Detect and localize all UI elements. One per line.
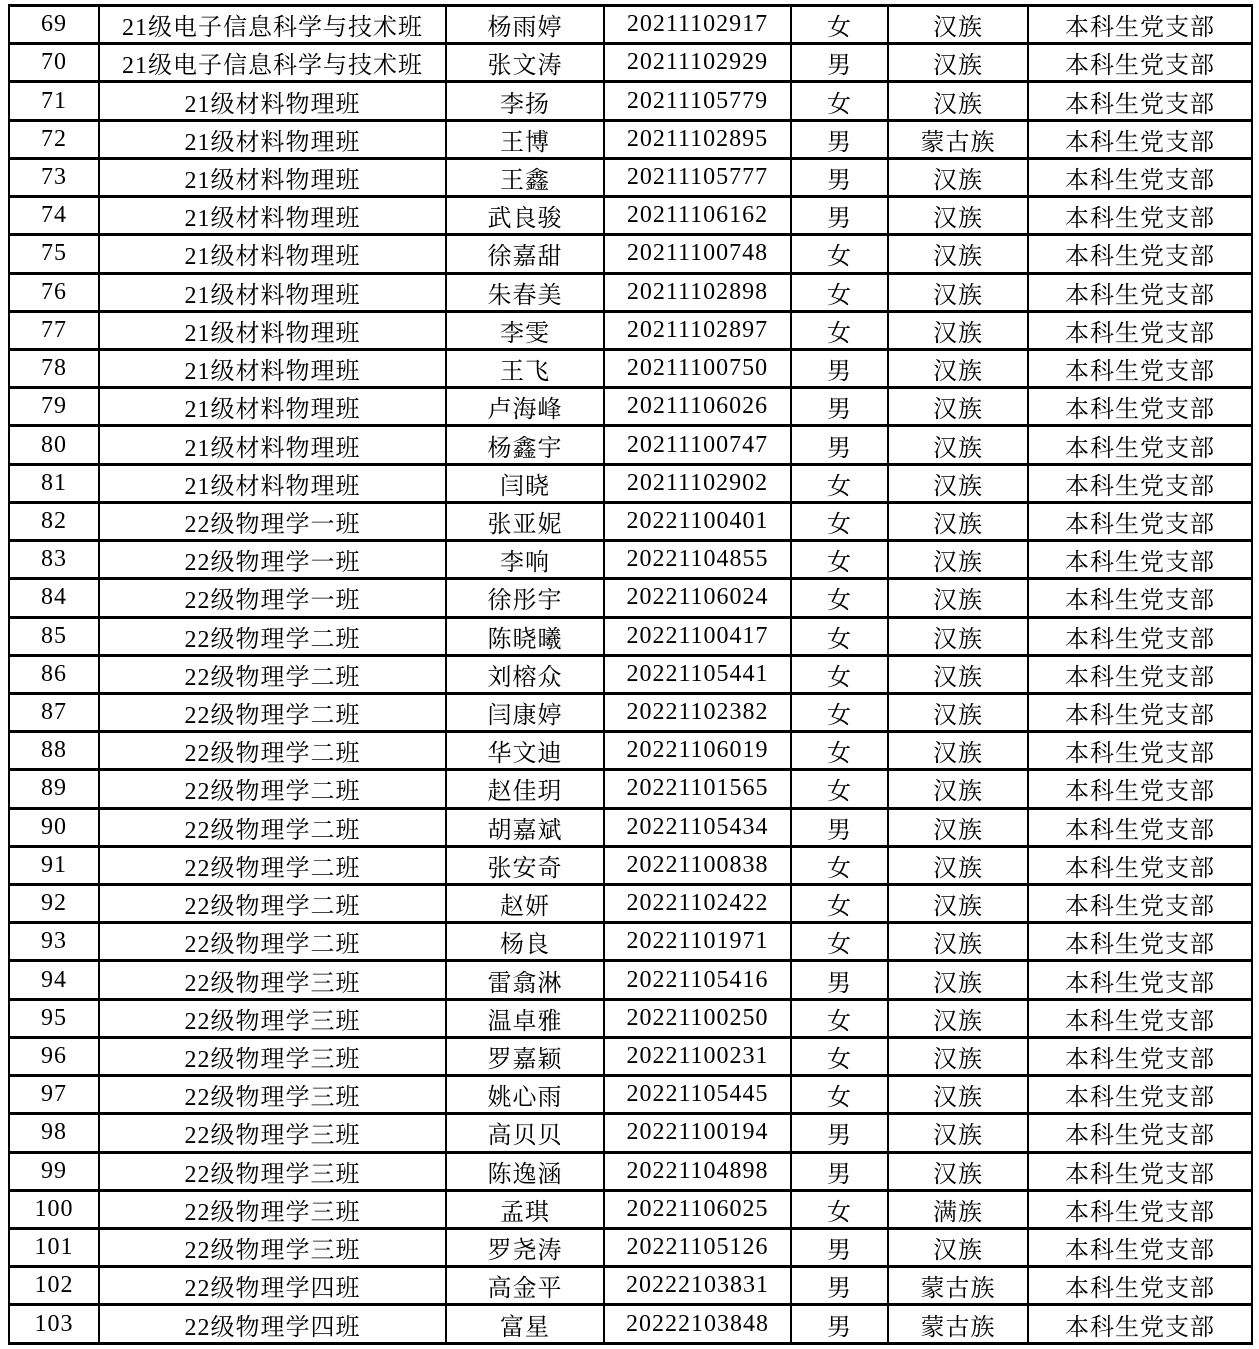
student-name-cell: 罗嘉颖 <box>446 1037 604 1075</box>
party-branch-cell: 本科生党支部 <box>1028 426 1252 464</box>
ethnicity-cell: 汉族 <box>888 808 1028 846</box>
class-cell: 21级材料物理班 <box>99 235 446 273</box>
student-id-cell: 20221100417 <box>604 617 791 655</box>
row-number-cell: 100 <box>9 1190 99 1228</box>
row-number-cell: 99 <box>9 1152 99 1190</box>
table-row <box>9 617 1252 655</box>
class-cell: 22级物理学四班 <box>99 1267 446 1305</box>
ethnicity-cell: 汉族 <box>888 1152 1028 1190</box>
gender-cell: 男 <box>791 808 888 846</box>
row-number-cell: 74 <box>9 197 99 235</box>
ethnicity-cell: 蒙古族 <box>888 1305 1028 1344</box>
ethnicity-cell: 汉族 <box>888 426 1028 464</box>
ethnicity-cell: 汉族 <box>888 6 1028 44</box>
student-name-cell: 王飞 <box>446 349 604 387</box>
class-cell: 21级材料物理班 <box>99 426 446 464</box>
gender-cell: 男 <box>791 1152 888 1190</box>
row-number-cell: 101 <box>9 1229 99 1267</box>
table-row <box>9 1037 1252 1075</box>
class-cell: 22级物理学二班 <box>99 732 446 770</box>
gender-cell: 男 <box>791 120 888 158</box>
gender-cell: 女 <box>791 885 888 923</box>
student-id-cell: 20221102382 <box>604 693 791 731</box>
party-branch-cell: 本科生党支部 <box>1028 273 1252 311</box>
student-name-cell: 高贝贝 <box>446 1114 604 1152</box>
ethnicity-cell: 汉族 <box>888 655 1028 693</box>
table-row <box>9 655 1252 693</box>
student-name-cell: 徐嘉甜 <box>446 235 604 273</box>
party-branch-cell: 本科生党支部 <box>1028 1190 1252 1228</box>
class-cell: 22级物理学二班 <box>99 808 446 846</box>
student-id-cell: 20221105441 <box>604 655 791 693</box>
gender-cell: 女 <box>791 1076 888 1114</box>
row-number-cell: 88 <box>9 732 99 770</box>
row-number-cell: 83 <box>9 541 99 579</box>
row-number-cell: 70 <box>9 44 99 82</box>
student-name-cell: 王鑫 <box>446 158 604 196</box>
student-id-cell: 20211100747 <box>604 426 791 464</box>
student-id-cell: 20221101565 <box>604 770 791 808</box>
gender-cell: 男 <box>791 1229 888 1267</box>
ethnicity-cell: 汉族 <box>888 464 1028 502</box>
party-branch-cell: 本科生党支部 <box>1028 1267 1252 1305</box>
student-id-cell: 20221106019 <box>604 732 791 770</box>
party-branch-cell: 本科生党支部 <box>1028 44 1252 82</box>
party-branch-cell: 本科生党支部 <box>1028 235 1252 273</box>
gender-cell: 女 <box>791 541 888 579</box>
student-id-cell: 20221106024 <box>604 579 791 617</box>
row-number-cell: 87 <box>9 693 99 731</box>
table-row <box>9 6 1252 44</box>
gender-cell: 男 <box>791 426 888 464</box>
class-cell: 22级物理学二班 <box>99 770 446 808</box>
table-row <box>9 120 1252 158</box>
gender-cell: 女 <box>791 311 888 349</box>
student-name-cell: 李扬 <box>446 82 604 120</box>
party-branch-cell: 本科生党支部 <box>1028 311 1252 349</box>
table-row <box>9 44 1252 82</box>
class-cell: 22级物理学三班 <box>99 1229 446 1267</box>
class-cell: 22级物理学三班 <box>99 961 446 999</box>
ethnicity-cell: 蒙古族 <box>888 1267 1028 1305</box>
gender-cell: 女 <box>791 579 888 617</box>
gender-cell: 男 <box>791 1267 888 1305</box>
class-cell: 21级材料物理班 <box>99 197 446 235</box>
row-number-cell: 85 <box>9 617 99 655</box>
party-branch-cell: 本科生党支部 <box>1028 693 1252 731</box>
class-cell: 21级电子信息科学与技术班 <box>99 44 446 82</box>
ethnicity-cell: 汉族 <box>888 923 1028 961</box>
student-name-cell: 杨良 <box>446 923 604 961</box>
class-cell: 21级材料物理班 <box>99 82 446 120</box>
ethnicity-cell: 汉族 <box>888 502 1028 540</box>
table-row <box>9 1229 1252 1267</box>
row-number-cell: 69 <box>9 6 99 44</box>
table-row <box>9 349 1252 387</box>
student-id-cell: 20221100231 <box>604 1037 791 1075</box>
class-cell: 22级物理学二班 <box>99 617 446 655</box>
ethnicity-cell: 汉族 <box>888 44 1028 82</box>
table-row <box>9 464 1252 502</box>
party-branch-cell: 本科生党支部 <box>1028 999 1252 1037</box>
party-branch-cell: 本科生党支部 <box>1028 1152 1252 1190</box>
class-cell: 21级材料物理班 <box>99 120 446 158</box>
student-name-cell: 富星 <box>446 1305 604 1344</box>
student-id-cell: 20221104898 <box>604 1152 791 1190</box>
class-cell: 22级物理学二班 <box>99 693 446 731</box>
table-row <box>9 82 1252 120</box>
student-name-cell: 雷翕淋 <box>446 961 604 999</box>
gender-cell: 女 <box>791 999 888 1037</box>
row-number-cell: 95 <box>9 999 99 1037</box>
student-roster-body <box>9 6 1252 1344</box>
party-branch-cell: 本科生党支部 <box>1028 158 1252 196</box>
ethnicity-cell: 汉族 <box>888 349 1028 387</box>
student-id-cell: 20211102917 <box>604 6 791 44</box>
student-id-cell: 20222103831 <box>604 1267 791 1305</box>
party-branch-cell: 本科生党支部 <box>1028 349 1252 387</box>
class-cell: 22级物理学一班 <box>99 579 446 617</box>
student-name-cell: 闫晓 <box>446 464 604 502</box>
row-number-cell: 86 <box>9 655 99 693</box>
class-cell: 21级材料物理班 <box>99 349 446 387</box>
student-name-cell: 杨雨婷 <box>446 6 604 44</box>
ethnicity-cell: 汉族 <box>888 273 1028 311</box>
row-number-cell: 103 <box>9 1305 99 1344</box>
gender-cell: 女 <box>791 693 888 731</box>
table-row <box>9 1267 1252 1305</box>
party-branch-cell: 本科生党支部 <box>1028 1229 1252 1267</box>
table-row <box>9 923 1252 961</box>
class-cell: 21级电子信息科学与技术班 <box>99 6 446 44</box>
party-branch-cell: 本科生党支部 <box>1028 923 1252 961</box>
student-id-cell: 20211102897 <box>604 311 791 349</box>
table-row <box>9 1305 1252 1344</box>
student-name-cell: 姚心雨 <box>446 1076 604 1114</box>
party-branch-cell: 本科生党支部 <box>1028 655 1252 693</box>
ethnicity-cell: 汉族 <box>888 617 1028 655</box>
party-branch-cell: 本科生党支部 <box>1028 464 1252 502</box>
table-row <box>9 1114 1252 1152</box>
class-cell: 21级材料物理班 <box>99 311 446 349</box>
table-row <box>9 999 1252 1037</box>
ethnicity-cell: 汉族 <box>888 1076 1028 1114</box>
gender-cell: 女 <box>791 464 888 502</box>
student-id-cell: 20221100250 <box>604 999 791 1037</box>
ethnicity-cell: 汉族 <box>888 82 1028 120</box>
party-branch-cell: 本科生党支部 <box>1028 885 1252 923</box>
party-branch-cell: 本科生党支部 <box>1028 617 1252 655</box>
gender-cell: 男 <box>791 349 888 387</box>
gender-cell: 女 <box>791 770 888 808</box>
table-row <box>9 1076 1252 1114</box>
student-id-cell: 20221100194 <box>604 1114 791 1152</box>
row-number-cell: 92 <box>9 885 99 923</box>
student-name-cell: 朱春美 <box>446 273 604 311</box>
ethnicity-cell: 汉族 <box>888 541 1028 579</box>
row-number-cell: 75 <box>9 235 99 273</box>
party-branch-cell: 本科生党支部 <box>1028 732 1252 770</box>
table-row <box>9 235 1252 273</box>
ethnicity-cell: 汉族 <box>888 770 1028 808</box>
row-number-cell: 81 <box>9 464 99 502</box>
student-name-cell: 罗尧涛 <box>446 1229 604 1267</box>
student-name-cell: 陈逸涵 <box>446 1152 604 1190</box>
student-id-cell: 20211105777 <box>604 158 791 196</box>
table-row <box>9 846 1252 884</box>
class-cell: 21级材料物理班 <box>99 158 446 196</box>
student-id-cell: 20221101971 <box>604 923 791 961</box>
table-row <box>9 197 1252 235</box>
class-cell: 21级材料物理班 <box>99 464 446 502</box>
student-name-cell: 陈晓曦 <box>446 617 604 655</box>
ethnicity-cell: 汉族 <box>888 732 1028 770</box>
party-branch-cell: 本科生党支部 <box>1028 120 1252 158</box>
party-branch-cell: 本科生党支部 <box>1028 846 1252 884</box>
class-cell: 22级物理学二班 <box>99 885 446 923</box>
ethnicity-cell: 汉族 <box>888 1037 1028 1075</box>
gender-cell: 女 <box>791 846 888 884</box>
row-number-cell: 89 <box>9 770 99 808</box>
student-id-cell: 20211105779 <box>604 82 791 120</box>
ethnicity-cell: 汉族 <box>888 311 1028 349</box>
gender-cell: 女 <box>791 732 888 770</box>
student-id-cell: 20221106025 <box>604 1190 791 1228</box>
student-id-cell: 20211102902 <box>604 464 791 502</box>
table-row <box>9 579 1252 617</box>
row-number-cell: 94 <box>9 961 99 999</box>
gender-cell: 女 <box>791 82 888 120</box>
student-id-cell: 20211100750 <box>604 349 791 387</box>
class-cell: 22级物理学二班 <box>99 655 446 693</box>
student-id-cell: 20211102895 <box>604 120 791 158</box>
student-name-cell: 卢海峰 <box>446 388 604 426</box>
gender-cell: 男 <box>791 197 888 235</box>
party-branch-cell: 本科生党支部 <box>1028 961 1252 999</box>
student-name-cell: 胡嘉斌 <box>446 808 604 846</box>
ethnicity-cell: 汉族 <box>888 235 1028 273</box>
gender-cell: 女 <box>791 1037 888 1075</box>
gender-cell: 男 <box>791 1305 888 1344</box>
student-id-cell: 20211106026 <box>604 388 791 426</box>
row-number-cell: 72 <box>9 120 99 158</box>
class-cell: 22级物理学三班 <box>99 1076 446 1114</box>
row-number-cell: 82 <box>9 502 99 540</box>
table-row <box>9 961 1252 999</box>
student-name-cell: 赵妍 <box>446 885 604 923</box>
student-id-cell: 20211102929 <box>604 44 791 82</box>
party-branch-cell: 本科生党支部 <box>1028 541 1252 579</box>
student-name-cell: 华文迪 <box>446 732 604 770</box>
gender-cell: 女 <box>791 923 888 961</box>
table-row <box>9 541 1252 579</box>
ethnicity-cell: 蒙古族 <box>888 120 1028 158</box>
row-number-cell: 102 <box>9 1267 99 1305</box>
student-id-cell: 20221105445 <box>604 1076 791 1114</box>
table-row <box>9 311 1252 349</box>
class-cell: 22级物理学三班 <box>99 1190 446 1228</box>
student-id-cell: 20211102898 <box>604 273 791 311</box>
row-number-cell: 71 <box>9 82 99 120</box>
party-branch-cell: 本科生党支部 <box>1028 1076 1252 1114</box>
party-branch-cell: 本科生党支部 <box>1028 770 1252 808</box>
row-number-cell: 77 <box>9 311 99 349</box>
gender-cell: 女 <box>791 273 888 311</box>
class-cell: 22级物理学三班 <box>99 1114 446 1152</box>
student-id-cell: 20221102422 <box>604 885 791 923</box>
class-cell: 21级材料物理班 <box>99 273 446 311</box>
class-cell: 21级材料物理班 <box>99 388 446 426</box>
student-name-cell: 张亚妮 <box>446 502 604 540</box>
student-id-cell: 20221100401 <box>604 502 791 540</box>
table-row <box>9 885 1252 923</box>
table-row <box>9 770 1252 808</box>
row-number-cell: 80 <box>9 426 99 464</box>
student-id-cell: 20221104855 <box>604 541 791 579</box>
ethnicity-cell: 汉族 <box>888 1114 1028 1152</box>
ethnicity-cell: 汉族 <box>888 846 1028 884</box>
class-cell: 22级物理学二班 <box>99 923 446 961</box>
row-number-cell: 78 <box>9 349 99 387</box>
party-branch-cell: 本科生党支部 <box>1028 1037 1252 1075</box>
row-number-cell: 98 <box>9 1114 99 1152</box>
ethnicity-cell: 汉族 <box>888 961 1028 999</box>
gender-cell: 女 <box>791 617 888 655</box>
class-cell: 22级物理学三班 <box>99 999 446 1037</box>
student-name-cell: 李响 <box>446 541 604 579</box>
student-id-cell: 20221105434 <box>604 808 791 846</box>
ethnicity-cell: 汉族 <box>888 999 1028 1037</box>
table-row <box>9 808 1252 846</box>
row-number-cell: 76 <box>9 273 99 311</box>
gender-cell: 男 <box>791 158 888 196</box>
student-name-cell: 杨鑫宇 <box>446 426 604 464</box>
party-branch-cell: 本科生党支部 <box>1028 197 1252 235</box>
table-row <box>9 158 1252 196</box>
row-number-cell: 84 <box>9 579 99 617</box>
student-name-cell: 高金平 <box>446 1267 604 1305</box>
ethnicity-cell: 汉族 <box>888 197 1028 235</box>
party-branch-cell: 本科生党支部 <box>1028 388 1252 426</box>
student-id-cell: 20221105416 <box>604 961 791 999</box>
student-name-cell: 武良骏 <box>446 197 604 235</box>
gender-cell: 女 <box>791 1190 888 1228</box>
class-cell: 22级物理学三班 <box>99 1152 446 1190</box>
ethnicity-cell: 汉族 <box>888 1229 1028 1267</box>
class-cell: 22级物理学四班 <box>99 1305 446 1344</box>
ethnicity-cell: 汉族 <box>888 158 1028 196</box>
student-roster-table <box>8 4 1253 1345</box>
gender-cell: 女 <box>791 655 888 693</box>
row-number-cell: 96 <box>9 1037 99 1075</box>
table-row <box>9 502 1252 540</box>
student-id-cell: 20221100838 <box>604 846 791 884</box>
gender-cell: 男 <box>791 388 888 426</box>
row-number-cell: 93 <box>9 923 99 961</box>
gender-cell: 男 <box>791 961 888 999</box>
row-number-cell: 97 <box>9 1076 99 1114</box>
student-name-cell: 张安奇 <box>446 846 604 884</box>
row-number-cell: 91 <box>9 846 99 884</box>
class-cell: 22级物理学三班 <box>99 1037 446 1075</box>
student-id-cell: 20211106162 <box>604 197 791 235</box>
student-id-cell: 20211100748 <box>604 235 791 273</box>
ethnicity-cell: 汉族 <box>888 885 1028 923</box>
table-row <box>9 388 1252 426</box>
party-branch-cell: 本科生党支部 <box>1028 1114 1252 1152</box>
student-name-cell: 闫康婷 <box>446 693 604 731</box>
gender-cell: 女 <box>791 235 888 273</box>
row-number-cell: 79 <box>9 388 99 426</box>
class-cell: 22级物理学一班 <box>99 502 446 540</box>
student-name-cell: 刘榕众 <box>446 655 604 693</box>
ethnicity-cell: 汉族 <box>888 693 1028 731</box>
party-branch-cell: 本科生党支部 <box>1028 82 1252 120</box>
gender-cell: 女 <box>791 6 888 44</box>
gender-cell: 男 <box>791 44 888 82</box>
student-id-cell: 20222103848 <box>604 1305 791 1344</box>
row-number-cell: 90 <box>9 808 99 846</box>
table-row <box>9 273 1252 311</box>
party-branch-cell: 本科生党支部 <box>1028 1305 1252 1344</box>
student-name-cell: 王博 <box>446 120 604 158</box>
student-name-cell: 张文涛 <box>446 44 604 82</box>
table-row <box>9 732 1252 770</box>
student-id-cell: 20221105126 <box>604 1229 791 1267</box>
table-row <box>9 426 1252 464</box>
ethnicity-cell: 汉族 <box>888 388 1028 426</box>
student-name-cell: 温卓雅 <box>446 999 604 1037</box>
class-cell: 22级物理学二班 <box>99 846 446 884</box>
row-number-cell: 73 <box>9 158 99 196</box>
ethnicity-cell: 汉族 <box>888 579 1028 617</box>
party-branch-cell: 本科生党支部 <box>1028 579 1252 617</box>
party-branch-cell: 本科生党支部 <box>1028 6 1252 44</box>
student-name-cell: 徐彤宇 <box>446 579 604 617</box>
party-branch-cell: 本科生党支部 <box>1028 808 1252 846</box>
table-row <box>9 693 1252 731</box>
gender-cell: 女 <box>791 502 888 540</box>
table-row <box>9 1152 1252 1190</box>
party-branch-cell: 本科生党支部 <box>1028 502 1252 540</box>
class-cell: 22级物理学一班 <box>99 541 446 579</box>
table-row <box>9 1190 1252 1228</box>
student-name-cell: 孟琪 <box>446 1190 604 1228</box>
ethnicity-cell: 满族 <box>888 1190 1028 1228</box>
student-name-cell: 李雯 <box>446 311 604 349</box>
student-name-cell: 赵佳玥 <box>446 770 604 808</box>
gender-cell: 男 <box>791 1114 888 1152</box>
